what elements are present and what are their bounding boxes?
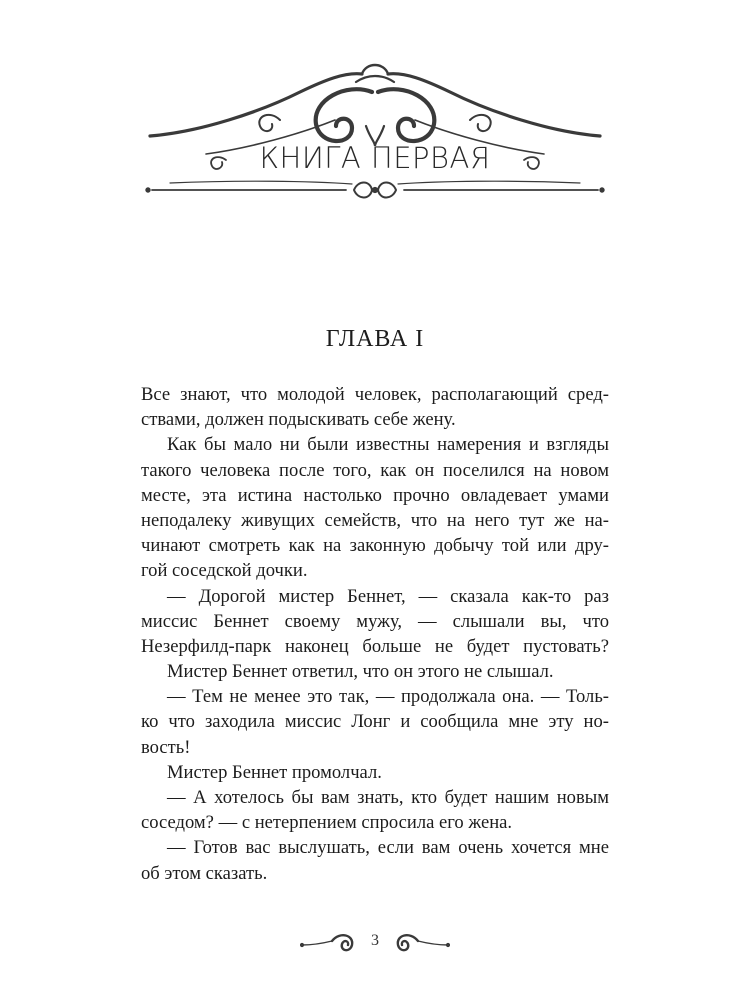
text-line: — А хотелось бы вам знать, кто будет нашим новым: [167, 787, 609, 808]
text-line: Как бы мало ни были известны намерения и взгляды: [167, 434, 609, 456]
text-line: чинают смотреть как на законную добычу той или дру-: [141, 535, 609, 557]
text-line: соседом? — с нетерпением спросила его жена.: [141, 812, 513, 834]
text-line: месте, эта истина настолько прочно овладевает умами: [141, 484, 609, 506]
text-line: Мистер Беннет ответил, что он этого не слышал.: [167, 661, 554, 683]
text-line: Все знают, что молодой человек, располагающий сред-: [141, 384, 609, 405]
text-line: ко что заходила миссис Лонг и сообщила мне эту но-: [141, 711, 609, 733]
text-line: ствами, должен подыскивать себе жену.: [141, 409, 456, 431]
text-line: Незерфилд-парк наконец больше не будет пустовать?: [141, 635, 609, 657]
text-line: — Готов вас выслушать, если вам очень хочется мне: [167, 837, 609, 859]
text-line: миссис Беннет своему мужу, — слышали вы, что: [141, 610, 609, 632]
page-number: 3: [371, 932, 379, 949]
text-line: — Дорогой мистер Беннет, — сказала как-то раз: [167, 585, 609, 607]
chapter-title: ГЛАВА I: [325, 326, 425, 352]
text-line: вость!: [141, 736, 191, 758]
text-line: гой соседской дочки.: [141, 560, 308, 582]
chapter-body: [141, 382, 609, 886]
text-line: такого человека после того, как он поселился на новом: [141, 459, 609, 481]
text-line: — Тем не менее это так, — продолжала она. — Толь-: [167, 686, 609, 708]
text-line: об этом сказать.: [141, 862, 268, 884]
text-line: неподалеку живущих семейств, что на него тут же на-: [141, 509, 609, 531]
text-line: Мистер Беннет промолчал.: [167, 761, 382, 783]
header-scroll-ornament-icon: [140, 62, 610, 212]
book-title: КНИГА ПЕРВАЯ: [259, 141, 491, 175]
